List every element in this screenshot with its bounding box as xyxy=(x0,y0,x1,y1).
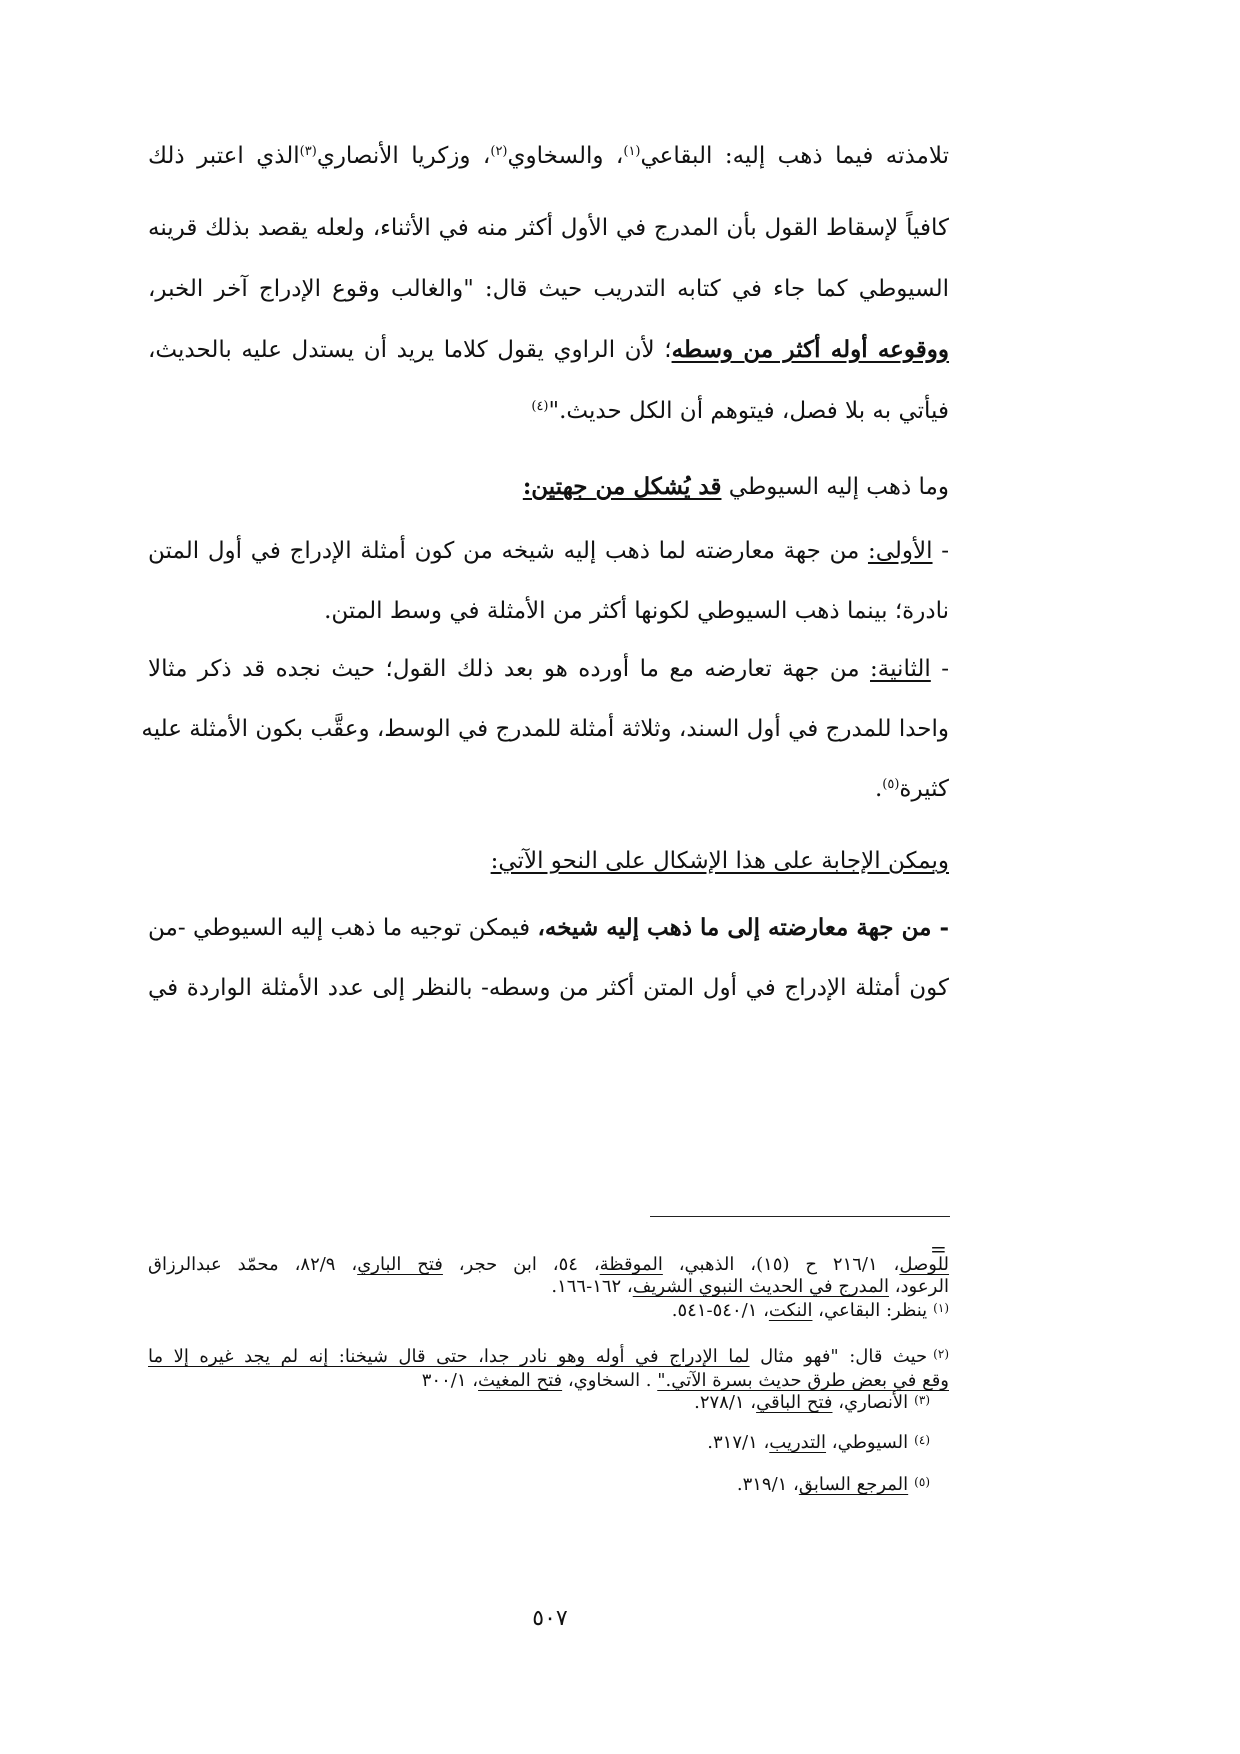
footnote-continuation-2 xyxy=(148,1276,949,1298)
text: من جهة معارضته لما ذهب إليه شيخه من كون أمثلة الإدراج في أول المتن xyxy=(148,538,868,564)
continuation-mark: = xyxy=(930,1237,947,1261)
body-line-6 xyxy=(148,470,949,504)
footnote-ref[interactable]: (٤) xyxy=(531,399,549,414)
footnote-ref[interactable]: (٥) xyxy=(882,777,900,792)
footnote-number: (١) xyxy=(933,1301,949,1315)
text: الرعود، xyxy=(888,1276,949,1297)
footnote-3 xyxy=(148,1392,930,1414)
text: . السخاوي، xyxy=(562,1370,658,1391)
body-line-1 xyxy=(148,139,949,173)
footnote-continuation-1 xyxy=(148,1254,949,1276)
body-line-14: كون أمثلة الإدراج في أول المتن أكثر من وسطه- بالنظر إلى عدد الأمثلة الواردة في xyxy=(148,975,949,1001)
text: ، ٣٠٠/١ xyxy=(421,1370,479,1391)
source-title: للوصل xyxy=(899,1254,950,1275)
text: ، ٢٧٨/١. xyxy=(694,1392,757,1413)
body-line-10: واحدا للمدرج في أول السند، وثلاثة أمثلة للمدرج في الوسط، وعقَّب بكون الأمثلة عليه xyxy=(141,716,949,742)
source-title: التدريب xyxy=(769,1432,827,1453)
text: كثيرة xyxy=(899,776,949,802)
footnote-2-line-2 xyxy=(148,1370,949,1392)
text: ، ٣١٩/١. xyxy=(736,1474,799,1495)
source-title: فتح المغيث xyxy=(478,1370,563,1391)
text: ، ٢١٦/١ ح (١٥)، الذهبي، xyxy=(662,1254,900,1275)
text: ؛ لأن الراوي يقول كلاما يريد أن يستدل عليه بالحديث، xyxy=(148,337,672,363)
emphasis-text: قد يُشكل من جهتين: xyxy=(522,473,722,500)
text: ، ٨٢/٩، محمّد عبدالرزاق xyxy=(148,1254,358,1275)
text: حيث قال: "فهو مثال xyxy=(749,1346,928,1367)
section-heading: ويمكن الإجابة على هذا الإشكال على النحو الآتي: xyxy=(490,848,949,874)
body-line-7 xyxy=(148,534,949,568)
text: ينظر: البقاعي، xyxy=(812,1300,928,1321)
text: ، ٥٤، ابن حجر، xyxy=(442,1254,600,1275)
text: فيمكن توجيه ما ذهب إليه السيوطي -من xyxy=(148,915,538,941)
source-title: المرجع السابق xyxy=(798,1474,909,1495)
text: الذي اعتبر ذلك xyxy=(148,143,300,169)
footnote-number: (٥) xyxy=(914,1475,930,1489)
text: وما ذهب إليه السيوطي xyxy=(721,474,949,500)
text: ، وزكريا الأنصاري xyxy=(316,143,491,169)
text: ، والسخاوي xyxy=(507,143,624,169)
text: السيوطي، xyxy=(826,1432,909,1453)
footnote-number: (٤) xyxy=(914,1433,930,1447)
text: ، ٥٤٠/١-٥٤١. xyxy=(671,1300,769,1321)
body-line-8: نادرة؛ بينما ذهب السيوطي لكونها أكثر من الأمثلة في وسط المتن. xyxy=(324,598,949,624)
body-line-5 xyxy=(148,394,949,428)
footnote-ref[interactable]: (١) xyxy=(623,144,641,159)
text: فيأتي به بلا فصل، فيتوهم أن الكل حديث." xyxy=(548,398,949,424)
dash: - xyxy=(932,538,949,564)
quoted-text: لما الإدراج في أوله وهو نادر جدا، حتى قال شيخنا: إنه لم يجد غيره إلا ما xyxy=(148,1346,750,1367)
source-title: المدرج في الحديث النبوي الشريف xyxy=(632,1276,889,1297)
text: . xyxy=(874,776,883,802)
body-line-3: السيوطي كما جاء في كتابه التدريب حيث قال: "والغالب وقوع الإدراج آخر الخبر، xyxy=(148,276,949,302)
source-title: فتح الباري xyxy=(357,1254,443,1275)
body-line-12 xyxy=(148,844,949,878)
body-line-11 xyxy=(148,772,949,806)
text: الأنصاري، xyxy=(832,1392,909,1413)
text: ، ١٦٢-١٦٦. xyxy=(551,1276,633,1297)
source-title: الموقظة xyxy=(599,1254,663,1275)
source-title: فتح الباقي xyxy=(756,1392,833,1413)
footnote-4 xyxy=(148,1432,930,1454)
footnote-2 xyxy=(148,1346,949,1368)
body-line-13 xyxy=(148,911,949,945)
text: تلامذته فيما ذهب إليه: البقاعي xyxy=(640,143,949,169)
footnote-number: (٢) xyxy=(933,1347,949,1361)
dash: - xyxy=(930,656,949,682)
footnote-5 xyxy=(148,1474,930,1496)
footnote-separator xyxy=(650,1216,950,1217)
footnote-number: (٣) xyxy=(914,1393,930,1407)
emphasis-text: ووقوعه أوله أكثر من وسطه xyxy=(671,336,950,363)
text: ، ٣١٧/١. xyxy=(707,1432,770,1453)
source-title: النكت xyxy=(768,1300,813,1321)
page-number: ٥٠٧ xyxy=(532,1606,568,1631)
point-label: الأولى: xyxy=(867,538,933,564)
body-line-9 xyxy=(148,652,949,686)
text: من جهة تعارضه مع ما أورده هو بعد ذلك القول؛ حيث نجده قد ذكر مثالا xyxy=(148,656,871,682)
body-line-2: كافياً لإسقاط القول بأن المدرج في الأول أكثر منه في الأثناء، ولعله يقصد بذلك قرينه xyxy=(148,215,949,241)
footnote-ref[interactable]: (٣) xyxy=(299,144,317,159)
quoted-text: وقع في بعض طرق حديث بسرة الآتي." xyxy=(657,1370,949,1391)
footnote-ref[interactable]: (٢) xyxy=(490,144,508,159)
point-label: الثانية: xyxy=(870,656,931,682)
emphasis-text: - من جهة معارضته إلى ما ذهب إليه شيخه، xyxy=(537,914,949,941)
body-line-4 xyxy=(148,333,949,367)
footnote-1 xyxy=(148,1300,949,1322)
